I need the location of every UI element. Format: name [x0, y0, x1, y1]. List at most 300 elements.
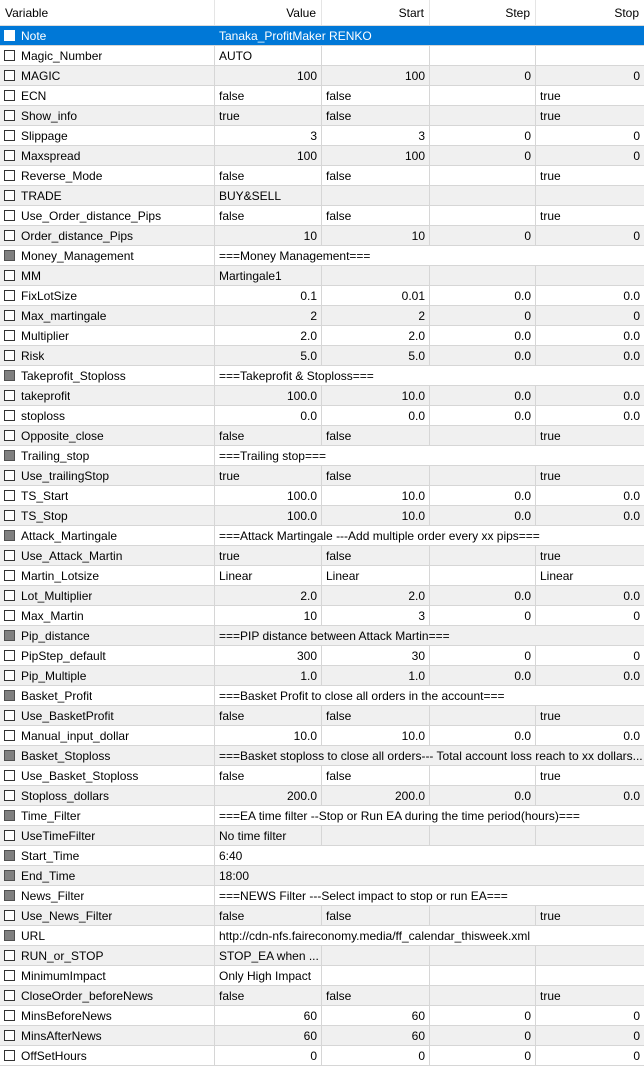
value-cell[interactable]: No time filter	[215, 826, 322, 845]
step-cell[interactable]	[430, 986, 536, 1005]
table-row[interactable]	[0, 906, 644, 926]
start-cell[interactable]: 0.0	[322, 406, 430, 425]
checkbox-icon[interactable]	[4, 930, 15, 941]
checkbox-icon[interactable]	[4, 630, 15, 641]
variable-cell[interactable]	[0, 746, 215, 765]
start-cell[interactable]: false	[322, 706, 430, 725]
variable-cell[interactable]	[0, 126, 215, 145]
table-row[interactable]	[0, 166, 644, 186]
checkbox-icon[interactable]	[4, 810, 15, 821]
value-cell[interactable]: false	[215, 706, 322, 725]
table-row[interactable]	[0, 546, 644, 566]
checkbox-icon[interactable]	[4, 990, 15, 1001]
stop-cell[interactable]: Linear	[540, 568, 574, 583]
table-row[interactable]	[0, 466, 644, 486]
column-header-step[interactable]: Step	[430, 0, 536, 25]
checkbox-icon[interactable]	[4, 690, 15, 701]
value-cell[interactable]: false	[215, 426, 322, 445]
value-cell[interactable]: 10	[215, 606, 322, 625]
variable-cell[interactable]	[0, 346, 215, 365]
step-cell[interactable]: 0.0	[430, 346, 536, 365]
variable-cell[interactable]	[0, 706, 215, 725]
value-cell[interactable]: Martingale1	[215, 266, 322, 285]
checkbox-icon[interactable]	[4, 490, 15, 501]
table-row[interactable]	[0, 66, 644, 86]
value-cell[interactable]: 60	[215, 1026, 322, 1045]
variable-cell[interactable]	[0, 586, 215, 605]
step-cell[interactable]: 0	[430, 646, 536, 665]
stop-cell[interactable]	[536, 186, 644, 205]
checkbox-icon[interactable]	[4, 910, 15, 921]
step-cell[interactable]	[430, 186, 536, 205]
step-cell[interactable]: 0.0	[430, 386, 536, 405]
start-cell[interactable]: 60	[322, 1026, 430, 1045]
step-cell[interactable]: 0.0	[430, 786, 536, 805]
start-cell[interactable]: false	[322, 906, 430, 925]
step-cell[interactable]	[430, 206, 536, 225]
value-cell[interactable]: ===Basket stoploss to close all orders--- Total account loss reach to xx dollars...	[219, 748, 643, 763]
stop-cell[interactable]: true	[540, 208, 561, 223]
value-cell[interactable]: true	[215, 546, 322, 565]
table-row[interactable]	[0, 966, 644, 986]
stop-cell[interactable]: 0.0	[623, 388, 640, 403]
checkbox-icon[interactable]	[4, 270, 15, 281]
table-row[interactable]	[0, 846, 644, 866]
value-cell[interactable]: false	[215, 986, 322, 1005]
value-cell[interactable]: false	[215, 766, 322, 785]
stop-cell[interactable]: 0.0	[623, 328, 640, 343]
stop-cell[interactable]: true	[540, 428, 561, 443]
stop-cell[interactable]: 0	[633, 308, 640, 323]
value-cell[interactable]: 100.0	[215, 486, 322, 505]
value-cell[interactable]: 100.0	[215, 386, 322, 405]
variable-cell[interactable]	[0, 246, 215, 265]
stop-cell[interactable]: 0.0	[623, 668, 640, 683]
stop-cell[interactable]: 0	[633, 648, 640, 663]
checkbox-icon[interactable]	[4, 850, 15, 861]
variable-cell[interactable]	[0, 386, 215, 405]
step-cell[interactable]	[430, 906, 536, 925]
checkbox-icon[interactable]	[4, 510, 15, 521]
checkbox-icon[interactable]	[4, 470, 15, 481]
step-cell[interactable]: 0.0	[430, 506, 536, 525]
variable-cell[interactable]	[0, 546, 215, 565]
table-row[interactable]	[0, 806, 644, 826]
value-cell[interactable]: STOP_EA when ...	[215, 946, 322, 965]
start-cell[interactable]: 10.0	[322, 726, 430, 745]
value-cell[interactable]: Tanaka_ProfitMaker RENKO	[219, 28, 372, 43]
step-cell[interactable]	[430, 106, 536, 125]
variable-cell[interactable]	[0, 666, 215, 685]
table-row[interactable]	[0, 606, 644, 626]
stop-cell[interactable]	[536, 946, 644, 965]
value-cell[interactable]: Only High Impact	[215, 966, 322, 985]
checkbox-icon[interactable]	[4, 570, 15, 581]
checkbox-icon[interactable]	[4, 230, 15, 241]
value-cell[interactable]: 3	[215, 126, 322, 145]
variable-cell[interactable]	[0, 826, 215, 845]
step-cell[interactable]: 0	[430, 126, 536, 145]
step-cell[interactable]: 0.0	[430, 586, 536, 605]
stop-cell[interactable]: true	[540, 88, 561, 103]
stop-cell[interactable]: true	[540, 708, 561, 723]
value-cell[interactable]: 1.0	[215, 666, 322, 685]
step-cell[interactable]	[430, 466, 536, 485]
table-row[interactable]	[0, 146, 644, 166]
stop-cell[interactable]: 0	[633, 68, 640, 83]
table-row[interactable]	[0, 126, 644, 146]
checkbox-icon[interactable]	[4, 150, 15, 161]
step-cell[interactable]: 0.0	[430, 286, 536, 305]
checkbox-icon[interactable]	[4, 770, 15, 781]
start-cell[interactable]: false	[322, 86, 430, 105]
value-cell[interactable]: 10.0	[215, 726, 322, 745]
table-row[interactable]	[0, 206, 644, 226]
table-row[interactable]	[0, 506, 644, 526]
value-cell[interactable]: 2	[215, 306, 322, 325]
stop-cell[interactable]: true	[540, 548, 561, 563]
stop-cell[interactable]: true	[540, 768, 561, 783]
table-row[interactable]	[0, 26, 644, 46]
checkbox-icon[interactable]	[4, 1050, 15, 1061]
value-cell[interactable]: false	[215, 86, 322, 105]
checkbox-icon[interactable]	[4, 790, 15, 801]
start-cell[interactable]: 1.0	[322, 666, 430, 685]
value-cell[interactable]: 60	[215, 1006, 322, 1025]
table-row[interactable]	[0, 666, 644, 686]
table-row[interactable]	[0, 986, 644, 1006]
value-cell[interactable]: 0.1	[215, 286, 322, 305]
value-cell[interactable]: false	[215, 206, 322, 225]
start-cell[interactable]	[322, 946, 430, 965]
value-cell[interactable]: 10	[215, 226, 322, 245]
start-cell[interactable]: 10	[322, 226, 430, 245]
start-cell[interactable]: false	[322, 466, 430, 485]
stop-cell[interactable]: 0.0	[623, 488, 640, 503]
variable-cell[interactable]	[0, 1006, 215, 1025]
start-cell[interactable]: 100	[322, 66, 430, 85]
value-cell[interactable]: 2.0	[215, 586, 322, 605]
checkbox-icon[interactable]	[4, 190, 15, 201]
table-row[interactable]	[0, 226, 644, 246]
variable-cell[interactable]	[0, 426, 215, 445]
table-row[interactable]	[0, 886, 644, 906]
step-cell[interactable]	[430, 546, 536, 565]
value-cell[interactable]: 100.0	[215, 506, 322, 525]
table-row[interactable]	[0, 866, 644, 886]
checkbox-icon[interactable]	[4, 870, 15, 881]
stop-cell[interactable]: true	[540, 988, 561, 1003]
start-cell[interactable]	[322, 966, 430, 985]
table-row[interactable]	[0, 446, 644, 466]
checkbox-icon[interactable]	[4, 410, 15, 421]
checkbox-icon[interactable]	[4, 390, 15, 401]
checkbox-icon[interactable]	[4, 70, 15, 81]
value-cell[interactable]: ===Trailing stop===	[219, 448, 326, 463]
variable-cell[interactable]	[0, 46, 215, 65]
variable-cell[interactable]	[0, 86, 215, 105]
step-cell[interactable]: 0	[430, 226, 536, 245]
start-cell[interactable]	[322, 826, 430, 845]
stop-cell[interactable]: 0	[633, 1028, 640, 1043]
step-cell[interactable]	[430, 566, 536, 585]
table-row[interactable]	[0, 526, 644, 546]
value-cell[interactable]: true	[215, 106, 322, 125]
variable-cell[interactable]	[0, 26, 215, 45]
checkbox-icon[interactable]	[4, 750, 15, 761]
table-row[interactable]	[0, 486, 644, 506]
checkbox-icon[interactable]	[4, 950, 15, 961]
table-row[interactable]	[0, 106, 644, 126]
step-cell[interactable]: 0.0	[430, 486, 536, 505]
start-cell[interactable]: false	[322, 986, 430, 1005]
variable-cell[interactable]	[0, 846, 215, 865]
step-cell[interactable]	[430, 766, 536, 785]
variable-cell[interactable]	[0, 526, 215, 545]
stop-cell[interactable]	[536, 266, 644, 285]
value-cell[interactable]: 18:00	[219, 868, 250, 883]
variable-cell[interactable]	[0, 166, 215, 185]
variable-cell[interactable]	[0, 606, 215, 625]
step-cell[interactable]: 0.0	[430, 326, 536, 345]
value-cell[interactable]: 300	[215, 646, 322, 665]
checkbox-icon[interactable]	[4, 970, 15, 981]
step-cell[interactable]	[430, 166, 536, 185]
stop-cell[interactable]: 0	[633, 1048, 640, 1063]
table-row[interactable]	[0, 686, 644, 706]
step-cell[interactable]	[430, 426, 536, 445]
start-cell[interactable]: false	[322, 206, 430, 225]
start-cell[interactable]: false	[322, 426, 430, 445]
stop-cell[interactable]	[536, 966, 644, 985]
checkbox-icon[interactable]	[4, 350, 15, 361]
variable-cell[interactable]	[0, 946, 215, 965]
start-cell[interactable]: 2	[322, 306, 430, 325]
checkbox-icon[interactable]	[4, 110, 15, 121]
step-cell[interactable]: 0	[430, 306, 536, 325]
variable-cell[interactable]	[0, 926, 215, 945]
value-cell[interactable]: ===PIP distance between Attack Martin===	[219, 628, 450, 643]
step-cell[interactable]: 0	[430, 66, 536, 85]
step-cell[interactable]	[430, 966, 536, 985]
variable-cell[interactable]	[0, 146, 215, 165]
checkbox-icon[interactable]	[4, 330, 15, 341]
value-cell[interactable]: false	[215, 166, 322, 185]
stop-cell[interactable]: 0.0	[623, 788, 640, 803]
start-cell[interactable]: false	[322, 766, 430, 785]
table-row[interactable]	[0, 306, 644, 326]
stop-cell[interactable]: true	[540, 108, 561, 123]
table-row[interactable]	[0, 86, 644, 106]
stop-cell[interactable]: 0	[633, 128, 640, 143]
table-row[interactable]	[0, 326, 644, 346]
variable-cell[interactable]	[0, 966, 215, 985]
step-cell[interactable]: 0	[430, 1046, 536, 1065]
value-cell[interactable]: ===Basket Profit to close all orders in the account===	[219, 688, 505, 703]
table-row[interactable]	[0, 926, 644, 946]
variable-cell[interactable]	[0, 66, 215, 85]
start-cell[interactable]	[322, 266, 430, 285]
table-row[interactable]	[0, 346, 644, 366]
table-row[interactable]	[0, 786, 644, 806]
table-row[interactable]	[0, 946, 644, 966]
checkbox-icon[interactable]	[4, 430, 15, 441]
start-cell[interactable]: 0	[322, 1046, 430, 1065]
stop-cell[interactable]: 0	[633, 148, 640, 163]
variable-cell[interactable]	[0, 886, 215, 905]
table-row[interactable]	[0, 1046, 644, 1066]
start-cell[interactable]: 10.0	[322, 386, 430, 405]
checkbox-icon[interactable]	[4, 530, 15, 541]
variable-cell[interactable]	[0, 286, 215, 305]
start-cell[interactable]: 5.0	[322, 346, 430, 365]
value-cell[interactable]: ===Attack Martingale ---Add multiple order every xx pips===	[219, 528, 540, 543]
table-row[interactable]	[0, 586, 644, 606]
start-cell[interactable]: Linear	[322, 566, 430, 585]
start-cell[interactable]: 60	[322, 1006, 430, 1025]
checkbox-icon[interactable]	[4, 310, 15, 321]
value-cell[interactable]: 200.0	[215, 786, 322, 805]
checkbox-icon[interactable]	[4, 30, 15, 41]
table-row[interactable]	[0, 1026, 644, 1046]
step-cell[interactable]	[430, 826, 536, 845]
value-cell[interactable]: ===Money Management===	[219, 248, 371, 263]
table-row[interactable]	[0, 46, 644, 66]
checkbox-icon[interactable]	[4, 250, 15, 261]
checkbox-icon[interactable]	[4, 830, 15, 841]
start-cell[interactable]: 0.01	[322, 286, 430, 305]
checkbox-icon[interactable]	[4, 1030, 15, 1041]
checkbox-icon[interactable]	[4, 670, 15, 681]
variable-cell[interactable]	[0, 266, 215, 285]
value-cell[interactable]: 5.0	[215, 346, 322, 365]
variable-cell[interactable]	[0, 306, 215, 325]
start-cell[interactable]: 2.0	[322, 326, 430, 345]
stop-cell[interactable]	[536, 826, 644, 845]
checkbox-icon[interactable]	[4, 450, 15, 461]
checkbox-icon[interactable]	[4, 90, 15, 101]
variable-cell[interactable]	[0, 186, 215, 205]
checkbox-icon[interactable]	[4, 1010, 15, 1021]
checkbox-icon[interactable]	[4, 550, 15, 561]
start-cell[interactable]: 30	[322, 646, 430, 665]
variable-cell[interactable]	[0, 446, 215, 465]
table-row[interactable]	[0, 1006, 644, 1026]
step-cell[interactable]	[430, 946, 536, 965]
checkbox-icon[interactable]	[4, 590, 15, 601]
checkbox-icon[interactable]	[4, 610, 15, 621]
step-cell[interactable]	[430, 266, 536, 285]
variable-cell[interactable]	[0, 486, 215, 505]
step-cell[interactable]: 0	[430, 146, 536, 165]
variable-cell[interactable]	[0, 226, 215, 245]
value-cell[interactable]: false	[215, 906, 322, 925]
column-header-value[interactable]: Value	[215, 0, 322, 25]
variable-cell[interactable]	[0, 566, 215, 585]
checkbox-icon[interactable]	[4, 370, 15, 381]
table-row[interactable]	[0, 646, 644, 666]
step-cell[interactable]: 0.0	[430, 726, 536, 745]
table-row[interactable]	[0, 746, 644, 766]
table-row[interactable]	[0, 266, 644, 286]
variable-cell[interactable]	[0, 646, 215, 665]
variable-cell[interactable]	[0, 206, 215, 225]
start-cell[interactable]	[322, 186, 430, 205]
table-row[interactable]	[0, 286, 644, 306]
variable-cell[interactable]	[0, 626, 215, 645]
variable-cell[interactable]	[0, 106, 215, 125]
column-header-stop[interactable]: Stop	[614, 5, 639, 20]
variable-cell[interactable]	[0, 506, 215, 525]
variable-cell[interactable]	[0, 766, 215, 785]
variable-cell[interactable]	[0, 466, 215, 485]
table-row[interactable]	[0, 626, 644, 646]
table-row[interactable]	[0, 706, 644, 726]
variable-cell[interactable]	[0, 686, 215, 705]
value-cell[interactable]: 100	[215, 146, 322, 165]
stop-cell[interactable]: 0	[633, 608, 640, 623]
stop-cell[interactable]: true	[540, 468, 561, 483]
start-cell[interactable]	[322, 46, 430, 65]
table-row[interactable]	[0, 426, 644, 446]
start-cell[interactable]: 10.0	[322, 506, 430, 525]
value-cell[interactable]: http://cdn-nfs.faireconomy.media/ff_calendar_thisweek.xml	[219, 928, 531, 943]
start-cell[interactable]: 3	[322, 606, 430, 625]
value-cell[interactable]: 0.0	[215, 406, 322, 425]
variable-cell[interactable]	[0, 906, 215, 925]
stop-cell[interactable]: 0	[633, 228, 640, 243]
variable-cell[interactable]	[0, 366, 215, 385]
start-cell[interactable]: false	[322, 166, 430, 185]
table-row[interactable]	[0, 566, 644, 586]
step-cell[interactable]	[430, 86, 536, 105]
table-row[interactable]	[0, 246, 644, 266]
step-cell[interactable]: 0	[430, 606, 536, 625]
table-row[interactable]	[0, 766, 644, 786]
table-row[interactable]	[0, 826, 644, 846]
step-cell[interactable]	[430, 46, 536, 65]
value-cell[interactable]: BUY&SELL	[215, 186, 322, 205]
value-cell[interactable]: 2.0	[215, 326, 322, 345]
value-cell[interactable]: ===EA time filter --Stop or Run EA during the time period(hours)===	[219, 808, 580, 823]
checkbox-icon[interactable]	[4, 650, 15, 661]
table-row[interactable]	[0, 406, 644, 426]
start-cell[interactable]: 10.0	[322, 486, 430, 505]
value-cell[interactable]: AUTO	[215, 46, 322, 65]
checkbox-icon[interactable]	[4, 130, 15, 141]
variable-cell[interactable]	[0, 986, 215, 1005]
checkbox-icon[interactable]	[4, 730, 15, 741]
start-cell[interactable]: false	[322, 106, 430, 125]
stop-cell[interactable]: 0.0	[623, 728, 640, 743]
value-cell[interactable]: ===Takeprofit & Stoploss===	[219, 368, 374, 383]
step-cell[interactable]: 0	[430, 1006, 536, 1025]
value-cell[interactable]: true	[215, 466, 322, 485]
stop-cell[interactable]: 0.0	[623, 288, 640, 303]
start-cell[interactable]: 200.0	[322, 786, 430, 805]
value-cell[interactable]: ===NEWS Filter ---Select impact to stop or run EA===	[219, 888, 508, 903]
step-cell[interactable]: 0.0	[430, 666, 536, 685]
stop-cell[interactable]: true	[540, 908, 561, 923]
value-cell[interactable]: 100	[215, 66, 322, 85]
stop-cell[interactable]	[536, 46, 644, 65]
table-row[interactable]	[0, 386, 644, 406]
stop-cell[interactable]: 0.0	[623, 508, 640, 523]
variable-cell[interactable]	[0, 726, 215, 745]
column-header-start[interactable]: Start	[322, 0, 430, 25]
stop-cell[interactable]: 0.0	[623, 588, 640, 603]
value-cell[interactable]: 6:40	[219, 848, 243, 863]
